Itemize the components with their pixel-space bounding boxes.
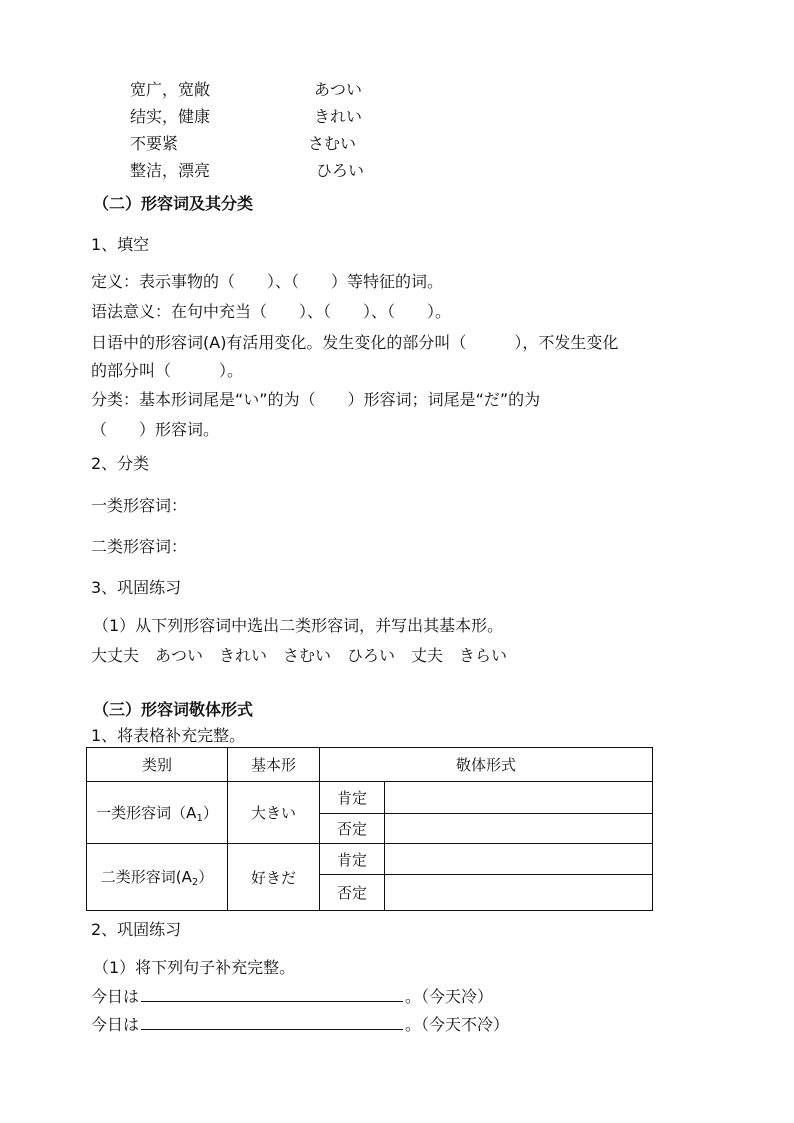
classification-line-1: 分类：基本形词尾是“い”的为（ ）形容词；词尾是“だ”的为 [91, 390, 541, 409]
row1-positive-answer[interactable] [385, 782, 653, 814]
practice-word-list: 大丈夫 あつい きれい さむい ひろい 丈夫 きらい [91, 646, 508, 665]
sentence-2 [91, 1015, 509, 1035]
practice-question-1: （1）从下列形容词中选出二类形容词，并写出其基本形。 [93, 616, 504, 635]
practice-heading-2: 2、巩固练习 [91, 920, 182, 939]
row1-negative-answer[interactable] [385, 814, 653, 844]
sentence-1-blank[interactable] [141, 987, 403, 1002]
practice-heading-1: 3、巩固练习 [91, 578, 182, 597]
fill-heading: 1、填空 [91, 235, 150, 254]
grammar-line: 语法意义：在句中充当（ ）、（ ）、（ ）。 [91, 302, 452, 321]
section-title-3: （三）形容词敬体形式 [93, 700, 254, 719]
row2-category: 二类形容词$(A_2)$ [87, 844, 228, 911]
header-polite: 敬体形式 [320, 748, 653, 782]
row2-negative-answer[interactable] [385, 875, 653, 911]
vocab-jp-2: きれい [314, 107, 363, 126]
row1-category: 一类形容词$(A_1)$ [87, 782, 228, 844]
row2-positive-answer[interactable] [385, 844, 653, 875]
header-base: 基本形 [228, 748, 320, 782]
row1-negative-label: 否定 [320, 814, 385, 844]
table-row [87, 782, 653, 814]
vocab-jp-4: ひろい [316, 161, 365, 180]
sentence-1 [91, 987, 493, 1007]
sentence-2-start: 今日は [91, 1015, 140, 1034]
vocab-cn-3: 不要紧 [130, 134, 179, 153]
type1-label: 一类形容词： [91, 496, 188, 515]
practice-question-2: （1）将下列句子补充完整。 [93, 958, 296, 977]
section-title-2: （二）形容词及其分类 [93, 194, 254, 213]
sentence-1-start: 今日は [91, 987, 140, 1006]
sentence-2-end: 。（今天不冷） [405, 1015, 510, 1034]
inflection-line-1: 日语中的形容词(A)有活用变化。发生变化的部分叫（ ），不发生变化 [91, 333, 619, 352]
table-header-row [87, 748, 653, 782]
vocab-cn-4: 整洁，漂亮 [130, 161, 211, 180]
table-row [87, 844, 653, 875]
sentence-1-end: 。（今天冷） [405, 987, 494, 1006]
inflection-line-2: 的部分叫（ ）。 [91, 361, 244, 380]
row1-base: 大きい [228, 782, 320, 844]
classify-heading: 2、分类 [91, 454, 150, 473]
vocab-jp-3: さむい [308, 134, 357, 153]
definition-line: 定义：表示事物的（ ）、（ ）等特征的词。 [91, 272, 444, 291]
classification-line-2: （ ）形容词。 [91, 420, 220, 439]
header-category: 类别 [87, 748, 228, 782]
vocab-cn-1: 宽广，宽敞 [130, 80, 211, 99]
sentence-2-blank[interactable] [141, 1015, 403, 1030]
vocab-jp-1: あつい [314, 80, 363, 99]
vocab-cn-2: 结实，健康 [130, 107, 211, 126]
form-table [86, 747, 653, 911]
row2-base: 好きだ [228, 844, 320, 911]
row1-positive-label: 肯定 [320, 782, 385, 814]
table-heading: 1、将表格补充完整。 [91, 726, 246, 745]
row2-negative-label: 否定 [320, 875, 385, 911]
type2-label: 二类形容词： [91, 537, 188, 556]
row2-positive-label: 肯定 [320, 844, 385, 875]
